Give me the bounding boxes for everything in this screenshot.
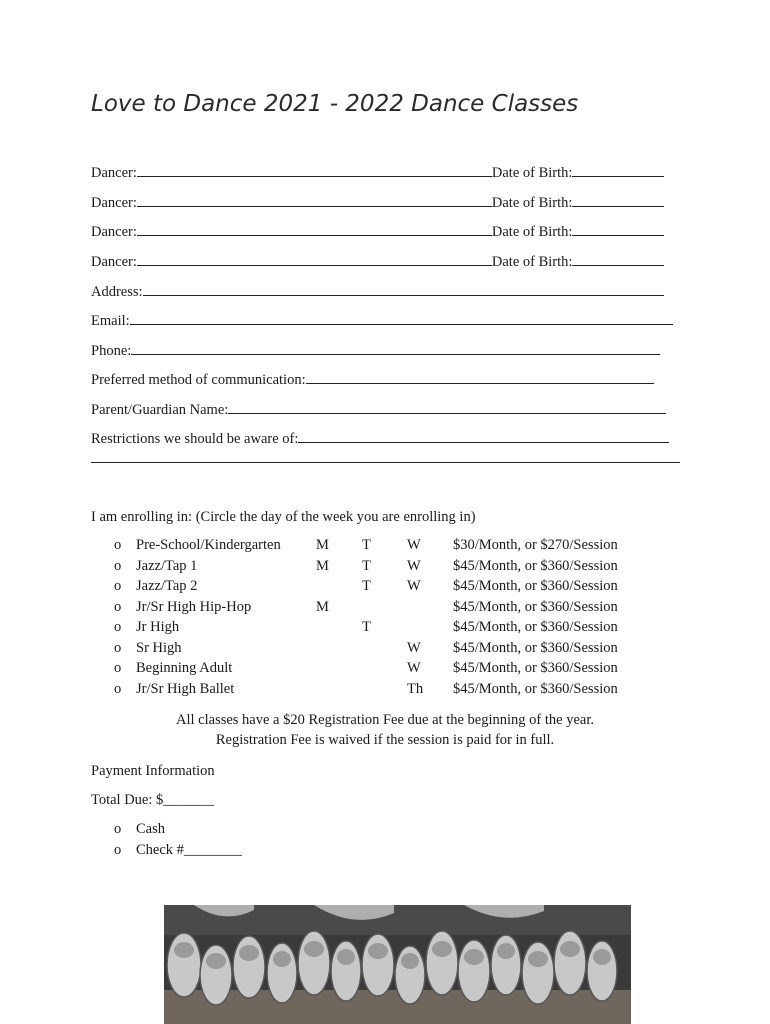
dob-label: Date of Birth: <box>491 254 573 270</box>
communication-row <box>91 370 654 389</box>
restrictions-label: Restrictions we should be aware of: <box>91 431 299 447</box>
restrictions-row-2 <box>91 449 680 468</box>
address-row <box>91 282 664 301</box>
bullet-icon: o <box>114 680 122 697</box>
day-tuesday[interactable]: T <box>362 619 371 635</box>
bullet-icon: o <box>114 578 122 594</box>
restrictions-field-2[interactable] <box>91 449 680 463</box>
bullet-icon: o <box>114 821 122 837</box>
restrictions-field[interactable] <box>298 429 669 443</box>
dancer-row-1 <box>91 163 664 182</box>
dancer-row-3 <box>91 222 664 241</box>
tap-shoes-photo <box>164 905 631 1024</box>
class-name: Sr High <box>136 639 182 656</box>
dancer-label: Dancer: <box>91 254 137 270</box>
phone-field[interactable] <box>131 341 660 355</box>
day-wednesday-thursday[interactable]: W <box>407 639 421 656</box>
dancer-row-4 <box>91 252 664 271</box>
bullet-icon: o <box>114 841 122 858</box>
phone-label: Phone: <box>91 343 132 359</box>
fee-note-2: Registration Fee is waived if the session is paid for in full. <box>215 732 555 748</box>
class-name: Jr/Sr High Ballet <box>136 680 235 697</box>
class-name: Jr/Sr High Hip-Hop <box>136 598 252 615</box>
day-monday[interactable]: M <box>316 537 329 553</box>
class-name: Jr High <box>136 619 180 635</box>
class-name: Pre-School/Kindergarten <box>136 537 281 553</box>
guardian-label: Parent/Guardian Name: <box>91 402 229 418</box>
dob-field[interactable] <box>572 222 664 236</box>
dancer-row-2 <box>91 193 664 212</box>
day-wednesday-thursday[interactable]: Th <box>407 680 424 697</box>
address-field[interactable] <box>143 282 664 296</box>
dancer-label: Dancer: <box>91 195 137 211</box>
dob-label: Date of Birth: <box>491 224 573 240</box>
fee-note-1: All classes have a $20 Registration Fee due at the beginning of the year. <box>176 712 594 728</box>
bullet-icon: o <box>114 537 122 553</box>
day-monday[interactable]: M <box>316 557 329 574</box>
dob-field[interactable] <box>572 163 664 177</box>
dob-label: Date of Birth: <box>491 195 573 211</box>
day-wednesday-thursday[interactable]: W <box>407 537 421 553</box>
class-price: $45/Month, or $360/Session <box>453 680 618 697</box>
communication-field[interactable] <box>306 370 654 384</box>
email-field[interactable] <box>130 311 673 325</box>
class-name: Jazz/Tap 2 <box>136 578 198 594</box>
dancer-name-field[interactable] <box>137 252 492 266</box>
day-wednesday-thursday[interactable]: W <box>407 557 421 574</box>
dancer-label: Dancer: <box>91 224 137 240</box>
page-title: Love to Dance 2021 - 2022 Dance Classes <box>91 91 579 117</box>
day-tuesday[interactable]: T <box>362 557 371 574</box>
payment-option-label: Check #________ <box>136 841 242 858</box>
enroll-heading: I am enrolling in: (Circle the day of the week you are enrolling in) <box>91 509 476 525</box>
day-wednesday-thursday[interactable]: W <box>407 660 421 676</box>
class-price: $45/Month, or $360/Session <box>453 557 618 574</box>
communication-label: Preferred method of communication: <box>91 372 306 388</box>
payment-option-label: Cash <box>136 821 165 837</box>
class-price: $45/Month, or $360/Session <box>453 619 618 635</box>
phone-row <box>91 341 660 360</box>
payment-heading: Payment Information <box>91 763 215 779</box>
class-price: $45/Month, or $360/Session <box>453 598 618 615</box>
dancer-label: Dancer: <box>91 165 137 181</box>
dancer-name-field[interactable] <box>137 193 492 207</box>
day-tuesday[interactable]: T <box>362 578 371 594</box>
dob-field[interactable] <box>572 193 664 207</box>
dob-field[interactable] <box>572 252 664 266</box>
dancer-name-field[interactable] <box>137 163 492 177</box>
class-price: $45/Month, or $360/Session <box>453 660 618 676</box>
guardian-field[interactable] <box>228 400 666 414</box>
class-price: $45/Month, or $360/Session <box>453 639 618 656</box>
day-monday[interactable]: M <box>316 598 329 615</box>
class-name: Jazz/Tap 1 <box>136 557 198 574</box>
guardian-row <box>91 400 666 419</box>
restrictions-row <box>91 429 669 448</box>
bullet-icon: o <box>114 557 122 574</box>
bullet-icon: o <box>114 660 122 676</box>
dancer-name-field[interactable] <box>137 222 492 236</box>
class-price: $30/Month, or $270/Session <box>453 537 618 553</box>
bullet-icon: o <box>114 598 122 615</box>
class-name: Beginning Adult <box>136 660 233 676</box>
total-due: Total Due: $_______ <box>91 792 215 808</box>
bullet-icon: o <box>114 619 122 635</box>
tap-shoes-illustration <box>164 905 631 1024</box>
day-wednesday-thursday[interactable]: W <box>407 578 421 594</box>
email-label: Email: <box>91 313 130 329</box>
day-tuesday[interactable]: T <box>362 537 371 553</box>
bullet-icon: o <box>114 639 122 656</box>
email-row <box>91 311 673 330</box>
dob-label: Date of Birth: <box>491 165 573 181</box>
class-price: $45/Month, or $360/Session <box>453 578 618 594</box>
address-label: Address: <box>91 284 143 300</box>
